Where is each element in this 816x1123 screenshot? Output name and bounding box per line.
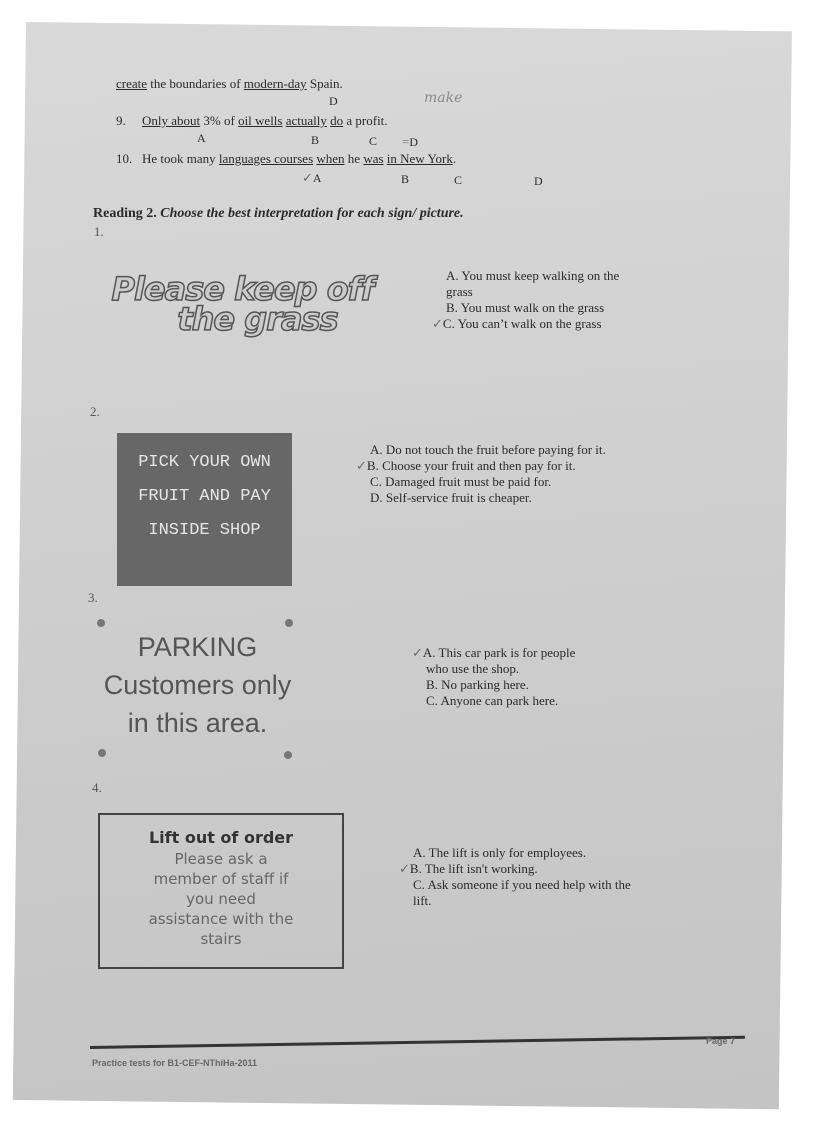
sign-line-2: Customers only	[103, 670, 292, 700]
screw-dot-icon	[284, 751, 292, 759]
q10-part-a: languages courses	[218, 151, 314, 166]
check-mark-icon: ✓	[356, 458, 367, 473]
q9-end: a profit.	[346, 113, 388, 128]
q10-part-c: was	[363, 151, 384, 166]
q10-end: .	[452, 151, 457, 166]
pick-your-own-sign	[117, 433, 292, 586]
q10-letter-b: B	[401, 172, 410, 186]
q10-letter-a: ✓A	[302, 170, 322, 185]
handwritten-note: make	[424, 90, 463, 106]
footer-left: Practice tests for B1-CEF-NThiHa-2011	[92, 1058, 258, 1068]
reading-heading	[93, 206, 464, 222]
q4-option-a: A. The lift is only for employees.	[413, 845, 587, 860]
q3-option-c: C. Anyone can park here.	[426, 693, 559, 708]
lift-out-of-order-sign	[98, 813, 344, 969]
q9-letter-c: C	[369, 134, 378, 148]
line8-letter-d: D	[329, 94, 338, 108]
q10-start: He took many	[142, 151, 216, 166]
q4-number: 4.	[92, 780, 102, 795]
sign-line-1: PICK YOUR OWN	[138, 453, 271, 472]
screw-dot-icon	[285, 619, 293, 627]
q1-option-b: B. You must walk on the grass	[446, 300, 605, 315]
q3-options	[412, 645, 686, 709]
q9-mid: 3% of	[203, 113, 235, 128]
check-mark-icon: ✓	[302, 170, 313, 185]
q9-letter-d: =D	[402, 134, 419, 149]
q1-option-a-cont: grass	[446, 284, 473, 299]
line8-end: Spain.	[309, 76, 343, 91]
q9-part-a: Only about	[142, 113, 201, 128]
screw-dot-icon	[97, 619, 105, 627]
question-10	[116, 151, 456, 167]
q9-letter-a: A	[197, 131, 206, 145]
reading-instruction: Choose the best interpretation for each sign/ picture.	[160, 206, 464, 221]
check-mark-icon: =	[402, 134, 410, 149]
q2-option-b: ✓B. Choose your fruit and then pay for it.	[356, 458, 576, 473]
q10-part-b: when	[316, 151, 345, 166]
q4-option-c: C. Ask someone if you need help with the	[413, 877, 631, 892]
q1-option-a: A. You must keep walking on the	[446, 268, 620, 283]
sign-line-1: Please ask a	[174, 850, 268, 868]
word-create: create	[116, 76, 148, 91]
q2-option-d: D. Self-service fruit is cheaper.	[370, 490, 532, 505]
sign-line-5: stairs	[200, 930, 242, 948]
screw-dot-icon	[98, 749, 106, 757]
sign-line-1: Please keep off	[111, 270, 374, 308]
q10-mid: he	[347, 151, 361, 166]
reading-heading-label: Reading 2.	[93, 206, 157, 221]
sign-line-2: member of staff if	[153, 870, 289, 888]
q9-number: 9.	[116, 113, 126, 128]
q3-number: 3.	[88, 590, 98, 605]
q1-number: 1.	[94, 224, 104, 239]
q9-part-d: do	[330, 113, 344, 128]
q2-number: 2.	[90, 404, 100, 419]
sign-line-3: in this area.	[127, 708, 268, 738]
q2-options	[356, 442, 700, 506]
q9-part-c: actually	[285, 113, 327, 128]
parking-sign	[100, 628, 295, 742]
q10-letter-c: C	[454, 173, 463, 187]
q3-option-b: B. No parking here.	[426, 677, 529, 692]
q9-part-b: oil wells	[238, 113, 283, 128]
check-mark-icon: ✓	[412, 645, 423, 660]
question-9	[116, 113, 388, 129]
q4-options	[399, 845, 713, 909]
q1-options	[432, 268, 696, 332]
q10-letter-d: D	[534, 174, 543, 188]
q3-option-a: ✓A. This car park is for people	[412, 645, 576, 660]
line-8	[116, 76, 343, 92]
q3-option-a-cont: who use the shop.	[426, 661, 520, 676]
q2-option-a: A. Do not touch the fruit before paying for it.	[370, 442, 606, 457]
word-modern-day: modern-day	[243, 76, 307, 91]
check-mark-icon: ✓	[399, 861, 410, 876]
check-mark-icon: ✓	[432, 316, 443, 331]
sign-title: Lift out of order	[148, 828, 294, 847]
sign-line-3: INSIDE SHOP	[148, 521, 261, 540]
sign-line-4: assistance with the	[148, 910, 294, 928]
sign-line-3: you need	[186, 890, 256, 908]
keep-off-grass-sign	[90, 270, 395, 346]
q2-option-c: C. Damaged fruit must be paid for.	[370, 474, 552, 489]
footer-page-number: Page 7	[706, 1036, 736, 1046]
q10-part-d: in New York	[386, 151, 453, 166]
q10-number: 10.	[116, 151, 133, 166]
sign-line-2: FRUIT AND PAY	[138, 487, 271, 506]
q4-option-b: ✓B. The lift isn't working.	[399, 861, 538, 876]
q4-option-d: lift.	[413, 893, 432, 908]
q1-option-c: ✓C. You can’t walk on the grass	[432, 316, 602, 331]
sign-line-2: the grass	[177, 300, 338, 338]
sign-line-1: PARKING	[137, 632, 258, 662]
line8-text: the boundaries of	[150, 76, 241, 91]
q9-letter-b: B	[311, 133, 320, 147]
